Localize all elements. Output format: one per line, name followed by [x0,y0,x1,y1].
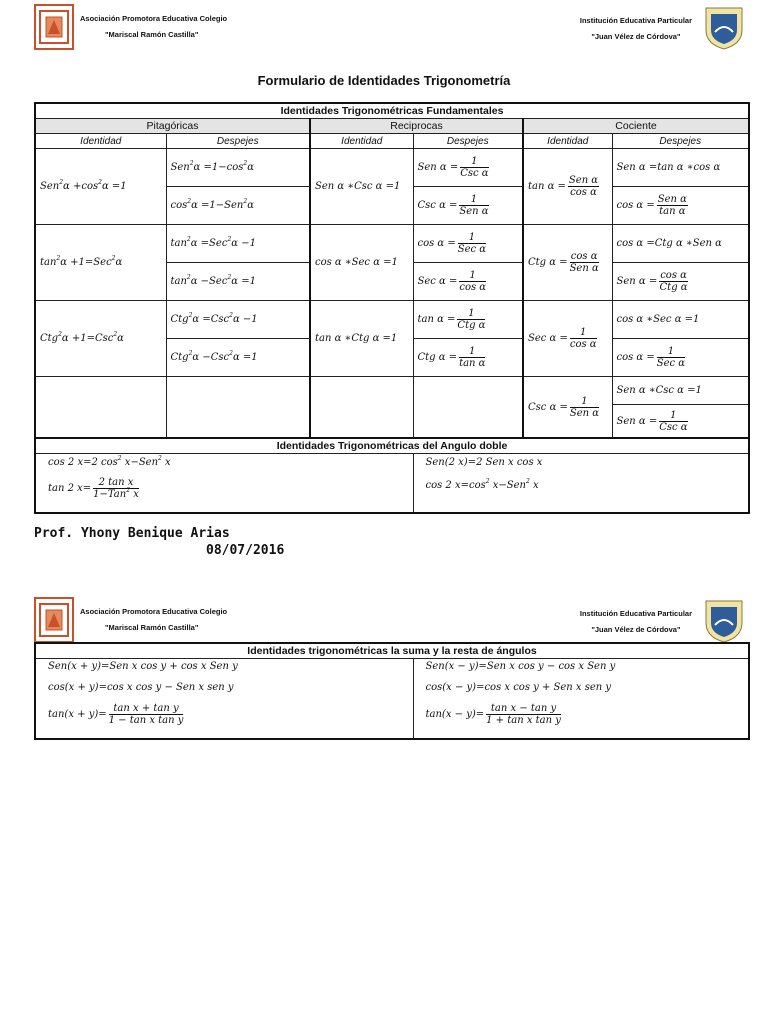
fundamental-identities-table [34,102,750,439]
formula-cell: $Sen^2\alpha +\cos^2\alpha =1$ [35,149,166,225]
group-cociente: Cociente [523,119,749,134]
left-institution-text: Asociación Promotora Educativa Colegio "Mariscal Ramón Castilla" [80,607,228,632]
formula-cell: $Sen^2\alpha =1-\cos^2\alpha$ [166,149,310,187]
subhead: Despejes [166,134,310,149]
formula-cell: Sen(x − y)=Sen x cos y − cos x Sen y cos(x − y)=cos x cos y + Sen x sen y tan(x − y)= $\frac{\text{tan x − tan y}}{\text{1 + tan x tan y}}$ [413,659,749,740]
double-angle-table [34,437,750,514]
subhead: Identidad [523,134,612,149]
empty-cell [166,377,310,439]
document-date: 08/07/2016 [206,543,285,558]
formula-cell: $\tan^2\alpha -Sec^2\alpha =1$ [166,263,310,301]
formula-cell: cos α = $\frac{1}{\text{Sec α}}$ [413,225,523,263]
formula-cell: Csc α = $\frac{1}{\text{Sen α}}$ [523,377,612,439]
formula-cell: cos 2 x=2 $\cos^2 x-Sen^2$ x tan 2 x= $\frac{\text{2 tan x}}{1-Tan^2 x}$ [35,454,413,514]
page-header [34,4,748,54]
author-name: Prof. Yhony Benique Arias [34,526,230,541]
sum-difference-table [34,642,750,740]
group-pitagoricas: Pitagóricas [35,119,310,134]
right-institution-text: Institución Educativa Particular "Juan Vélez de Córdova" [579,16,692,41]
formula-cell: Ctg$^2$α +1=Csc$^2$α [35,301,166,377]
formula-cell: cos α = $\frac{1}{\text{Sec α}}$ [612,339,749,377]
formula-cell: tan α = $\frac{\text{Sen α}}{\text{cos α}}$ [523,149,612,225]
formula-cell: Sen α ∗Csc α =1 [310,149,413,225]
formula-cell: Sec α = $\frac{1}{\text{cos α}}$ [523,301,612,377]
formula-cell: cos α ∗Sec α =1 [612,301,749,339]
section-band: Identidades Trigonométricas Fundamentales [35,103,749,119]
section-band: Identidades Trigonométricas del Angulo doble [35,438,749,454]
formula-cell: Csc α = $\frac{1}{\text{Sen α}}$ [413,187,523,225]
formula-cell: Ctg$^2$α =Csc$^2$α −1 [166,301,310,339]
group-reciprocas: Reciprocas [310,119,523,134]
formula-cell: Sen α ∗Csc α =1 [612,377,749,405]
formula-cell: cos α ∗Sec α =1 [310,225,413,301]
empty-cell [35,377,166,439]
formula-cell: Ctg α = $\frac{\text{cos α}}{\text{Sen α}}$ [523,225,612,301]
formula-cell: $\tan^2\alpha +1=Sec^2\alpha$ [35,225,166,301]
section-band: Identidades trigonométricas la suma y la resta de ángulos [35,643,749,659]
school-crest-icon [34,4,74,50]
shield-icon [703,4,745,50]
subhead: Identidad [35,134,166,149]
formula-cell: Sen α =tan α ∗cos α [612,149,749,187]
left-institution-text: Asociación Promotora Educativa Colegio "Mariscal Ramón Castilla" [80,14,228,39]
formula-cell: cos α = $\frac{\text{Sen α}}{\text{tan α}}$ [612,187,749,225]
subhead: Despejes [413,134,523,149]
formula-cell: tan α ∗Ctg α =1 [310,301,413,377]
subhead: Identidad [310,134,413,149]
page-header-2 [34,597,748,647]
formula-cell: Ctg$^2$α −Csc$^2$α =1 [166,339,310,377]
empty-cell [310,377,413,439]
formula-cell: $\cos^2\alpha =1-Sen^2\alpha$ [166,187,310,225]
formula-cell: Ctg α = $\frac{1}{\text{tan α}}$ [413,339,523,377]
formula-cell: Sen α = $\frac{\text{cos α}}{\text{Ctg α}}$ [612,263,749,301]
right-institution-text: Institución Educativa Particular "Juan Vélez de Córdova" [579,609,692,634]
formula-cell: Sen α = $\frac{1}{\text{Csc α}}$ [612,405,749,439]
formula-cell: $\tan^2\alpha =Sec^2\alpha -1$ [166,225,310,263]
school-crest-icon [34,597,74,643]
subhead: Despejes [612,134,749,149]
page-title: Formulario de Identidades Trigonometría [257,73,511,88]
formula-cell: tan α = $\frac{1}{\text{Ctg α}}$ [413,301,523,339]
formula-cell: Sen α = $\frac{1}{\text{Csc α}}$ [413,149,523,187]
formula-cell: cos α =Ctg α ∗Sen α [612,225,749,263]
formula-cell: Sen(x + y)=Sen x cos y + cos x Sen y cos(x + y)=cos x cos y − Sen x sen y tan(x + y)= $\frac{\text{tan x + tan y}}{\text{1 − tan x tan y}}$ [35,659,413,740]
formula-cell: Sen(2 x)=2 Sen x cos x cos 2 $x=\cos^2$ x−Sen$^2$ x [413,454,749,514]
empty-cell [413,377,523,439]
shield-icon [703,597,745,643]
formula-cell: Sec α = $\frac{1}{\text{cos α}}$ [413,263,523,301]
